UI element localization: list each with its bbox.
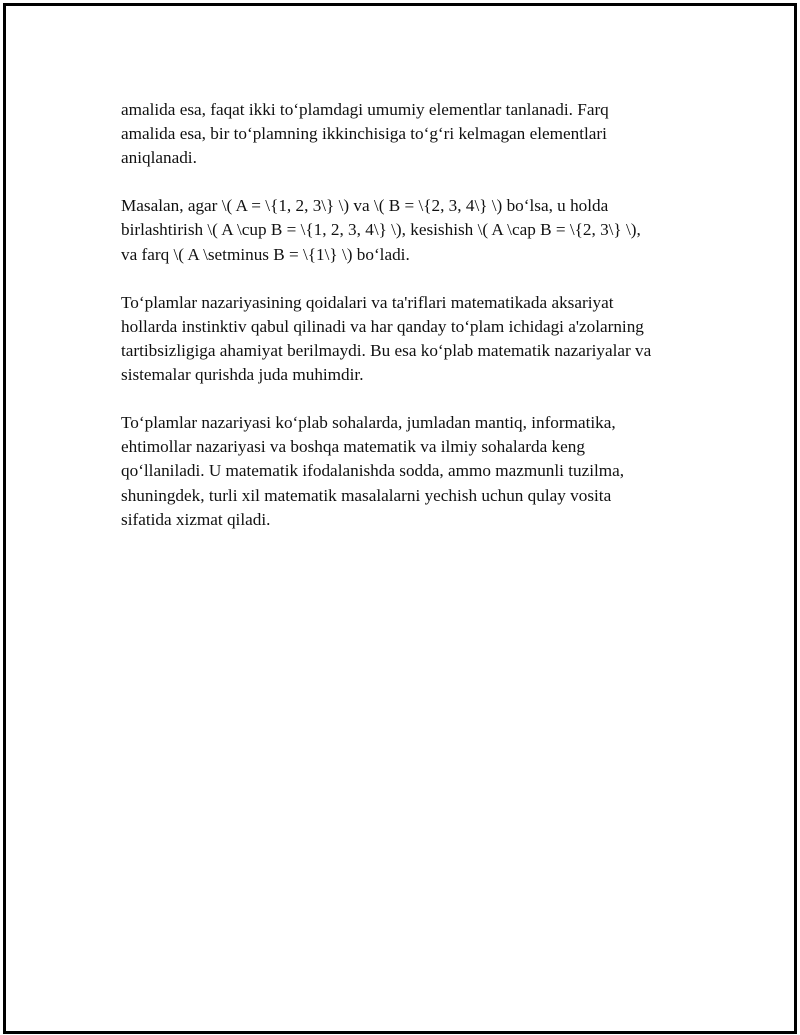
text-line: amalida esa, faqat ikki to‘plamdagi umumiy elementlar tanlanadi. Farq: [121, 100, 609, 119]
text-line: To‘plamlar nazariyasi ko‘plab sohalarda, jumladan mantiq, informatika,: [121, 413, 616, 433]
page-frame: [3, 3, 797, 1034]
paragraph-1: [121, 98, 711, 170]
text-line: birlashtirish \( A \cup B = \{1, 2, 3, 4\} \), kesishish \( A \cap B = \{2, 3\} \),: [121, 220, 641, 240]
text-line: shuningdek, turli xil matematik masalalarni yechish uchun qulay vosita: [121, 485, 612, 505]
text-line: hollarda instinktiv qabul qilinadi va har qanday to‘plam ichidagi a'zolarning: [121, 316, 644, 336]
text-line: aniqlanadi.: [121, 148, 197, 168]
paragraph-2: [121, 194, 711, 266]
text-line: sistemalar qurishda juda muhimdir.: [121, 365, 364, 385]
paragraph-3: [121, 291, 711, 387]
text-line: Masalan, agar \( A = \{1, 2, 3\} \) va \( B = \{2, 3, 4\} \) bo‘lsa, u holda: [121, 196, 609, 216]
text-line: To‘plamlar nazariyasining qoidalari va ta'riflari matematikada aksariyat: [121, 292, 614, 312]
text-line: ehtimollar nazariyasi va boshqa matematik va ilmiy sohalarda keng: [121, 437, 585, 457]
text-line: amalida esa, bir to‘plamning ikkinchisiga to‘g‘ri kelmagan elementlari: [121, 124, 607, 144]
paragraph-4: [121, 411, 711, 531]
text-line: tartibsizligiga ahamiyat berilmaydi. Bu esa ko‘plab matematik nazariyalar va: [121, 340, 652, 360]
text-line: sifatida xizmat qiladi.: [121, 509, 271, 529]
text-line: qo‘llaniladi. U matematik ifodalanishda sodda, ammo mazmunli tuzilma,: [121, 461, 625, 481]
document-body: [121, 98, 711, 556]
text-line: va farq \( A \setminus B = \{1\} \) bo‘ladi.: [121, 244, 410, 264]
